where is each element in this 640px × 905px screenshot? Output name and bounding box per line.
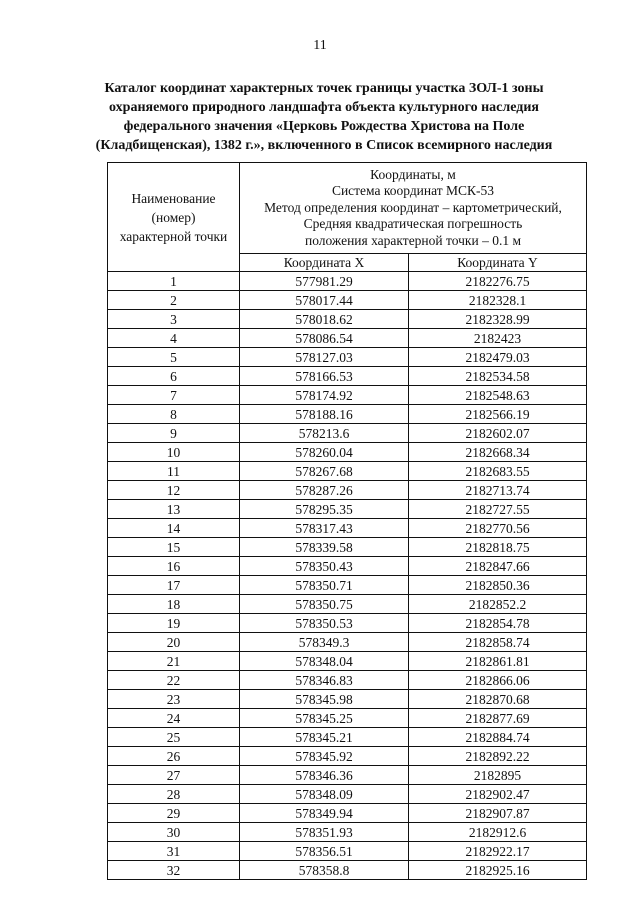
coordinate-y-cell: 2182866.06 xyxy=(409,671,587,690)
coordinates-table xyxy=(107,162,587,880)
table-row xyxy=(108,671,587,690)
coordinate-y-cell: 2182870.68 xyxy=(409,690,587,709)
coordinate-x-cell: 578127.03 xyxy=(240,348,409,367)
coordinate-x-cell: 578295.35 xyxy=(240,500,409,519)
coordinate-y-header: Координата Y xyxy=(409,254,587,272)
point-number-cell: 1 xyxy=(108,272,240,291)
coordinate-x-cell: 578350.75 xyxy=(240,595,409,614)
coordinate-y-cell: 2182770.56 xyxy=(409,519,587,538)
point-number-cell: 7 xyxy=(108,386,240,405)
coordinate-y-cell: 2182602.07 xyxy=(409,424,587,443)
point-number-cell: 3 xyxy=(108,310,240,329)
table-row xyxy=(108,576,587,595)
table-row xyxy=(108,652,587,671)
document-title xyxy=(60,79,588,155)
table-row xyxy=(108,291,587,310)
title-line: (Кладбищенская), 1382 г.», включенного в Список всемирного наследия xyxy=(95,138,553,153)
coordinate-y-cell: 2182912.6 xyxy=(409,823,587,842)
table-row xyxy=(108,500,587,519)
point-number-cell: 16 xyxy=(108,557,240,576)
coordinate-x-cell: 578166.53 xyxy=(240,367,409,386)
table-row xyxy=(108,595,587,614)
coordinate-y-cell: 2182727.55 xyxy=(409,500,587,519)
table-row xyxy=(108,424,587,443)
header-line: Координаты, м xyxy=(370,166,456,182)
table-row xyxy=(108,785,587,804)
coordinate-x-cell: 578267.68 xyxy=(240,462,409,481)
table-row xyxy=(108,690,587,709)
point-name-header xyxy=(108,163,240,272)
coordinate-y-cell: 2182902.47 xyxy=(409,785,587,804)
header-row xyxy=(108,163,587,254)
point-number-cell: 27 xyxy=(108,766,240,785)
point-number-cell: 8 xyxy=(108,405,240,424)
point-number-cell: 26 xyxy=(108,747,240,766)
point-number-cell: 24 xyxy=(108,709,240,728)
point-number-cell: 5 xyxy=(108,348,240,367)
coordinate-x-cell: 578356.51 xyxy=(240,842,409,861)
title-line: Каталог координат характерных точек границы участка ЗОЛ-1 зоны xyxy=(104,81,544,96)
page-number: 11 xyxy=(313,38,327,53)
coordinate-x-cell: 578345.98 xyxy=(240,690,409,709)
coordinate-x-cell: 578349.3 xyxy=(240,633,409,652)
point-number-cell: 23 xyxy=(108,690,240,709)
table-row xyxy=(108,861,587,880)
table-row xyxy=(108,709,587,728)
coordinate-x-cell: 578348.04 xyxy=(240,652,409,671)
header-line: Наименование xyxy=(131,190,216,206)
coordinate-x-cell: 578086.54 xyxy=(240,329,409,348)
coordinate-y-cell: 2182925.16 xyxy=(409,861,587,880)
coordinate-y-cell: 2182328.1 xyxy=(409,291,587,310)
header-line: Система координат МСК-53 xyxy=(331,183,495,199)
coordinate-x-cell: 578345.21 xyxy=(240,728,409,747)
table-header xyxy=(108,163,587,272)
coordinate-x-cell: 578018.62 xyxy=(240,310,409,329)
header-line: (номер) xyxy=(151,209,196,225)
point-number-cell: 25 xyxy=(108,728,240,747)
header-line: положения характерной точки – 0.1 м xyxy=(304,232,521,248)
point-number-cell: 4 xyxy=(108,329,240,348)
table-row xyxy=(108,443,587,462)
coordinate-y-cell: 2182668.34 xyxy=(409,443,587,462)
coordinate-x-cell: 578358.8 xyxy=(240,861,409,880)
table-row xyxy=(108,272,587,291)
point-number-cell: 15 xyxy=(108,538,240,557)
coordinate-y-cell: 2182479.03 xyxy=(409,348,587,367)
point-number-cell: 22 xyxy=(108,671,240,690)
point-number-cell: 2 xyxy=(108,291,240,310)
table-row xyxy=(108,633,587,652)
coordinate-x-cell: 578345.25 xyxy=(240,709,409,728)
point-number-cell: 30 xyxy=(108,823,240,842)
point-number-cell: 12 xyxy=(108,481,240,500)
coordinate-x-cell: 578350.53 xyxy=(240,614,409,633)
point-number-cell: 29 xyxy=(108,804,240,823)
point-number-cell: 14 xyxy=(108,519,240,538)
table-row xyxy=(108,823,587,842)
coordinate-y-cell: 2182884.74 xyxy=(409,728,587,747)
coordinate-x-cell: 578213.6 xyxy=(240,424,409,443)
coordinate-y-cell: 2182922.17 xyxy=(409,842,587,861)
table-row xyxy=(108,386,587,405)
table-row xyxy=(108,804,587,823)
point-number-cell: 10 xyxy=(108,443,240,462)
coordinate-y-cell: 2182854.78 xyxy=(409,614,587,633)
table-row xyxy=(108,747,587,766)
coordinate-y-cell: 2182895 xyxy=(409,766,587,785)
coordinate-y-cell: 2182850.36 xyxy=(409,576,587,595)
title-line: федерального значения «Церковь Рождества Христова на Поле xyxy=(123,119,525,134)
point-number-cell: 17 xyxy=(108,576,240,595)
table-row xyxy=(108,557,587,576)
table-row xyxy=(108,538,587,557)
coordinate-y-cell: 2182907.87 xyxy=(409,804,587,823)
table-body xyxy=(108,272,587,880)
coordinate-x-cell: 578350.43 xyxy=(240,557,409,576)
table-row xyxy=(108,614,587,633)
coordinate-x-cell: 578345.92 xyxy=(240,747,409,766)
table-row xyxy=(108,310,587,329)
coordinate-x-cell: 578174.92 xyxy=(240,386,409,405)
coordinate-y-cell: 2182852.2 xyxy=(409,595,587,614)
table-row xyxy=(108,329,587,348)
coordinate-y-cell: 2182548.63 xyxy=(409,386,587,405)
point-number-cell: 32 xyxy=(108,861,240,880)
point-number-cell: 6 xyxy=(108,367,240,386)
point-number-cell: 21 xyxy=(108,652,240,671)
header-line: характерной точки xyxy=(119,228,228,244)
coordinate-x-cell: 578350.71 xyxy=(240,576,409,595)
coordinate-x-cell: 578017.44 xyxy=(240,291,409,310)
coordinate-y-cell: 2182861.81 xyxy=(409,652,587,671)
header-line: Метод определения координат – картометрический, xyxy=(264,199,562,215)
table-row xyxy=(108,462,587,481)
point-number-cell: 31 xyxy=(108,842,240,861)
coordinate-x-cell: 578188.16 xyxy=(240,405,409,424)
coordinate-x-cell: 578348.09 xyxy=(240,785,409,804)
table-row xyxy=(108,481,587,500)
point-number-cell: 20 xyxy=(108,633,240,652)
coordinate-x-cell: 577981.29 xyxy=(240,272,409,291)
table-row xyxy=(108,405,587,424)
coordinate-y-cell: 2182423 xyxy=(409,329,587,348)
table-row xyxy=(108,367,587,386)
coordinate-y-cell: 2182276.75 xyxy=(409,272,587,291)
title-line: охраняемого природного ландшафта объекта культурного наследия xyxy=(109,100,539,115)
coordinate-y-cell: 2182847.66 xyxy=(409,557,587,576)
table-row xyxy=(108,728,587,747)
coordinate-y-cell: 2182566.19 xyxy=(409,405,587,424)
point-number-cell: 13 xyxy=(108,500,240,519)
coordinate-y-cell: 2182858.74 xyxy=(409,633,587,652)
coordinate-y-cell: 2182713.74 xyxy=(409,481,587,500)
point-number-cell: 9 xyxy=(108,424,240,443)
coordinate-x-cell: 578339.58 xyxy=(240,538,409,557)
coordinate-x-cell: 578346.83 xyxy=(240,671,409,690)
point-number-cell: 28 xyxy=(108,785,240,804)
table-row xyxy=(108,519,587,538)
coordinates-group-header xyxy=(240,163,587,254)
table-row xyxy=(108,766,587,785)
coordinate-y-cell: 2182534.58 xyxy=(409,367,587,386)
coordinate-y-cell: 2182818.75 xyxy=(409,538,587,557)
table-row xyxy=(108,842,587,861)
coordinate-y-cell: 2182877.69 xyxy=(409,709,587,728)
coordinate-x-cell: 578287.26 xyxy=(240,481,409,500)
point-number-cell: 19 xyxy=(108,614,240,633)
point-number-cell: 11 xyxy=(108,462,240,481)
coordinate-x-header: Координата X xyxy=(240,254,409,272)
coordinate-y-cell: 2182892.22 xyxy=(409,747,587,766)
coordinate-x-cell: 578349.94 xyxy=(240,804,409,823)
coordinate-x-cell: 578351.93 xyxy=(240,823,409,842)
header-line: Средняя квадратическая погрешность xyxy=(303,216,523,232)
coordinate-x-cell: 578260.04 xyxy=(240,443,409,462)
coordinate-x-cell: 578346.36 xyxy=(240,766,409,785)
table-row xyxy=(108,348,587,367)
coordinate-y-cell: 2182328.99 xyxy=(409,310,587,329)
coordinate-y-cell: 2182683.55 xyxy=(409,462,587,481)
point-number-cell: 18 xyxy=(108,595,240,614)
coordinate-x-cell: 578317.43 xyxy=(240,519,409,538)
